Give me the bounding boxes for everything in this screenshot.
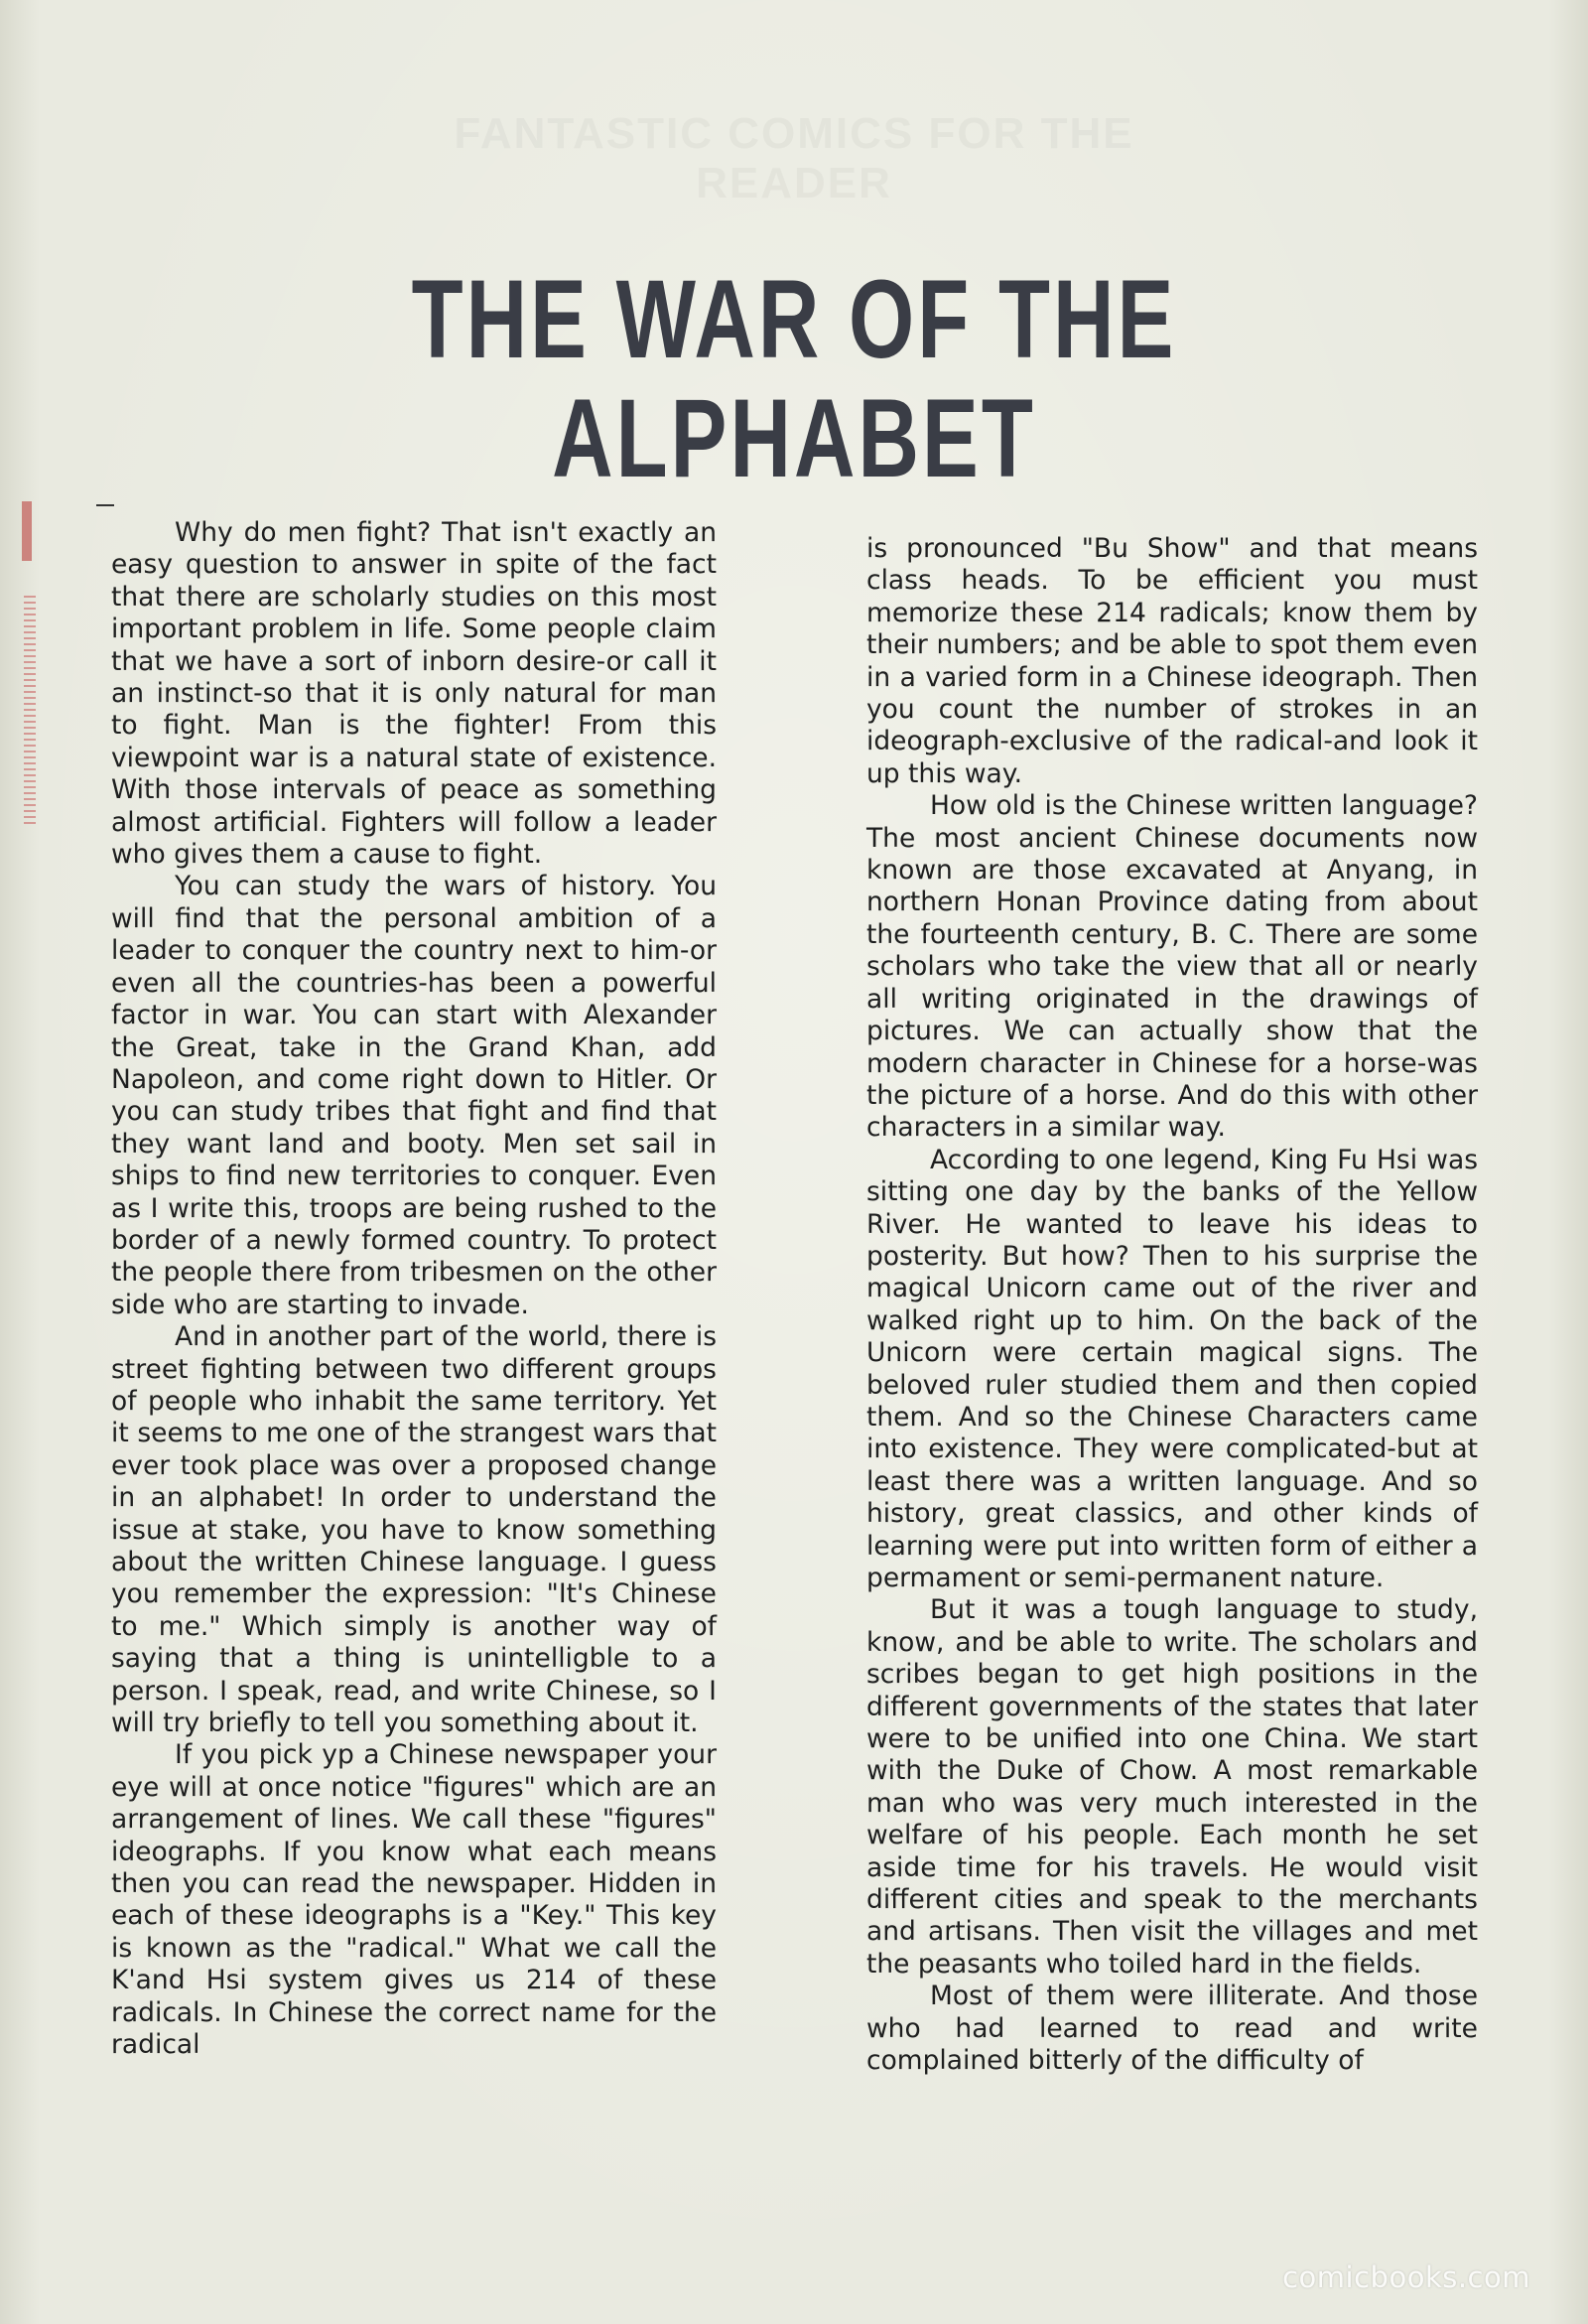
left-column <box>111 517 717 2062</box>
paragraph: But it was a tough language to study, know, and be able to write. The scholars and scribes began to get high positions in the different governments of the states that later were to be unified into one China. We start with the Duke of Chow. A most remarkable man who was very much interested in the welfare of his people. Each month he set aside time for his travels. He would visit different cities and speak to the merchants and artisans. Then visit the villages and met the peasants who toiled hard in the fields. <box>866 1594 1478 1980</box>
paragraph: How old is the Chinese written language? The most ancient Chinese documents now known are those excavated at Anyang, in northern Honan Province dating from about the fourteenth century, B. C. There are some scholars who take the view that all or nearly all writing originated in the drawings of pictures. We can actually show that the modern character in Chinese for a horse-was the picture of a horse. And do this with other characters in a similar way. <box>866 790 1478 1144</box>
bleed-through-text: FANTASTIC COMICS FOR THE READER <box>454 109 1134 207</box>
paragraph: You can study the wars of history. You will find that the personal ambition of a leader to conquer the country next to him-or even all the countries-has been a powerful factor in war. You can start with Alexander the Great, take in the Grand Khan, add Napoleon, and come right down to Hitler. Or you can study tribes that fight and find that they want land and booty. Men set sail in ships to find new territories to conquer. Even as I write this, troops are being rushed to the border of a newly formed country. To protect the people there from tribesmen on the other side who are starting to invade. <box>111 871 717 1320</box>
margin-dash <box>96 504 114 506</box>
binding-edge-mark <box>22 501 32 561</box>
paragraph: According to one legend, King Fu Hsi was sitting one day by the banks of the Yellow River. He wanted to leave his ideas to posterity. But how? Then to his surprise the magical Unicorn came out of the river and walked right up to him. On the back of the Unicorn were certain magical signs. The beloved ruler studied them and then copied them. And so the Chinese Characters came into existence. They were complicated-but at least there was a written language. And so history, great classics, and other kinds of learning were put into written form of either a permament or semi-permanent nature. <box>866 1144 1478 1593</box>
paragraph: If you pick yp a Chinese newspaper your eye will at once notice "figures" which are an arrangement of lines. We call these "figures" ideographs. If you know what each means then you can read the newspaper. Hidden in each of these ideographs is a "Key." This key is known as the "radical." What we call the K'and Hsi system gives us 214 of these radicals. In Chinese the correct name for the radical <box>111 1739 717 2061</box>
paragraph: Most of them were illiterate. And those who had learned to read and write complained bitterly of the difficulty of <box>866 1981 1478 2077</box>
binding-edge-ticks <box>24 596 36 824</box>
paragraph-continuation: is pronounced "Bu Show" and that means class heads. To be efficient you must memorize these 214 radicals; know them by their numbers; and be able to spot them even in a varied form in a Chinese ideograph. Then you count the number of strokes in an ideograph-exclusive of the radical-and look it up this way. <box>866 533 1478 789</box>
paragraph: And in another part of the world, there is street fighting between two different groups of people who inhabit the same territory. Yet it seems to me one of the strangest wars that ever took place was over a proposed change in an alphabet! In order to understand the issue at stake, you have to know something about the written Chinese language. I guess you remember the expression: "It's Chinese to me." Which simply is another way of saying that a thing is unintelligble to a person. I speak, read, and write Chinese, so I will try briefly to tell you something about it. <box>111 1321 717 1739</box>
right-column <box>866 533 1478 2078</box>
paragraph: Why do men fight? That isn't exactly an easy question to answer in spite of the fact that there are scholarly studies on this most important problem in life. Some people claim that we have a sort of inborn desire-or call it an instinct-so that it is only natural for man to fight. Man is the fighter! From this viewpoint war is a natural state of existence. With those intervals of peace as something almost artificial. Fighters will follow a leader who gives them a cause to fight. <box>111 517 717 871</box>
article-title: THE WAR OF THE ALPHABET <box>411 257 1177 500</box>
site-watermark: comicbooks.com <box>1282 2260 1530 2294</box>
